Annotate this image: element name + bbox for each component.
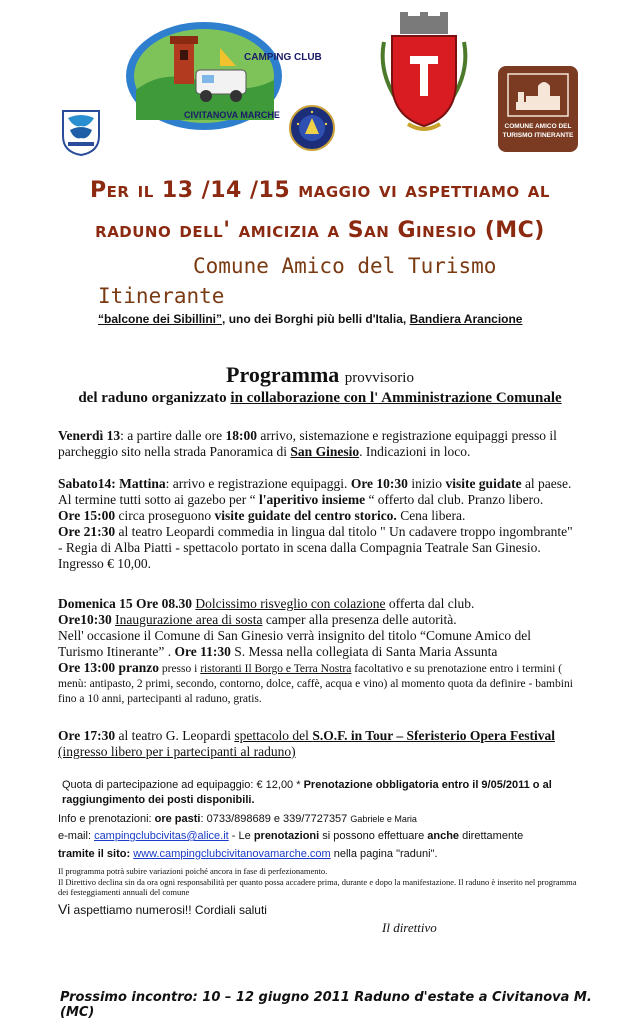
- email-link[interactable]: campingclubcivitas@alice.it: [94, 830, 229, 842]
- program-subtitle-b: in collaborazione con l' Amministrazione Comunale: [230, 390, 562, 406]
- saturday-line3: [58, 508, 578, 524]
- disclaimer-1: Il programma potrà subire variazioni poiché ancora in fase di perfezionamento.: [58, 866, 328, 876]
- quota-text: Quota di partecipazione ad equipaggio: € 12,00 *: [62, 779, 304, 791]
- sat-l3b: circa proseguono: [115, 508, 215, 523]
- program-title-small: provvisorio: [344, 370, 414, 386]
- friday-time: 18:00: [225, 428, 257, 443]
- saturday-line1: [58, 476, 578, 492]
- saturday-paragraph: [58, 476, 578, 572]
- info-phones: : 0733/898689 e 339/7727357: [200, 813, 351, 825]
- closing-line: [58, 902, 588, 918]
- sat-l4a: Ore 21:30: [58, 524, 116, 539]
- sat-l3a: Ore 15:00: [58, 508, 116, 523]
- program-subtitle-a: del raduno organizzato: [78, 390, 231, 406]
- comune-amico-badge: [498, 66, 578, 152]
- friday-day: Venerdì 13: [58, 428, 121, 443]
- headline-line1: Per il 13 /14 /15 maggio vi aspettiamo al: [90, 178, 550, 203]
- email-e4: si possono effettuare: [319, 830, 428, 842]
- email-e3: prenotazioni: [253, 830, 320, 842]
- club-text-top: CAMPING CLUB: [244, 52, 322, 63]
- sunday-paragraph: [58, 596, 578, 707]
- footer-next-meeting: Prossimo incontro: 10 – 12 giugno 2011 Raduno d'estate a Civitanova M.(MC): [60, 990, 592, 1020]
- info-ore-pasti: ore pasti: [154, 813, 201, 825]
- sun-l4a: Ore 13:00 pranzo: [58, 660, 159, 675]
- email-e5: anche: [427, 830, 460, 842]
- camping-club-logo: [124, 20, 322, 132]
- sun-l1b: Dolcissimo risveglio con colazione: [195, 596, 386, 611]
- info-names: Gabriele e Maria: [350, 814, 417, 824]
- coat-of-arms-icon: [378, 12, 470, 136]
- sat-l2b: l'aperitivo insieme: [258, 492, 366, 507]
- subtitle-bandiera: Bandiera Arancione: [409, 312, 523, 326]
- saturday-line2: [58, 492, 578, 508]
- badge-line2: TURISMO ITINERANTE: [502, 132, 574, 139]
- friday-place: San Ginesio: [290, 444, 360, 459]
- friday-text2: arrivo, sistemazione e registrazione equipaggi presso il parcheggio sito nella strada Panoramica di: [58, 428, 557, 459]
- email-e2: - Le: [228, 830, 254, 842]
- association-emblem-icon: [60, 108, 102, 156]
- email-e6: direttamente: [459, 830, 524, 842]
- saturday-line4: [58, 524, 578, 572]
- sun-l5c: spettacolo del: [234, 728, 313, 743]
- title-itinerante: Itinerante: [98, 284, 225, 308]
- sun-l3c: S. Messa nella collegiata di Santa Maria Assunta: [230, 644, 498, 659]
- logos-row: [0, 0, 640, 170]
- round-blue-emblem-icon: [288, 104, 336, 152]
- signature: Il direttivo: [382, 920, 437, 935]
- sun-l4b: presso i: [159, 663, 201, 675]
- friday-paragraph: [58, 428, 578, 460]
- site-line: [58, 847, 588, 862]
- closing-text: aspettiamo numerosi!! Cordiali saluti: [73, 903, 267, 917]
- sun-l1c: offerta dal club.: [385, 596, 475, 611]
- sun-l5d: S.O.F. in Tour – Sferisterio Opera Festival: [312, 728, 555, 743]
- subtitle-borghi: , uno dei Borghi più belli d'Italia: [222, 312, 403, 326]
- quota-paragraph: [58, 778, 592, 808]
- sunday-line4: [58, 660, 578, 707]
- sun-l3: Nell' occasione il Comune di San Ginesio verrà insignito del titolo “Comune Amico del Turismo Itinerante” .: [58, 628, 531, 659]
- program-title-main: Programma: [226, 362, 340, 387]
- sun-l5a: Ore 17:30: [58, 728, 116, 743]
- sun-l2b: Inaugurazione area di sosta: [115, 612, 263, 627]
- subtitle-line: “balcone dei Sibillini”, uno dei Borghi più belli d'Italia, Bandiera Arancione: [98, 312, 523, 326]
- sat-l1d: inizio: [407, 476, 446, 491]
- quota-deadline: Prenotazione obbligatoria entro il 9/05/2011 o al raggiungimento dei posti disponibili.: [62, 779, 552, 806]
- sat-l3d: Cena libera.: [396, 508, 466, 523]
- site-suffix: nella pagina "raduni".: [330, 848, 438, 860]
- sat-morning: Sabato14: Mattina: [58, 476, 166, 491]
- sunday-line3: [58, 628, 578, 660]
- sat-l1b: : arrivo e registrazione equipaggi.: [165, 476, 351, 491]
- sat-l2c: “ offerto dal club. Pranzo libero.: [365, 492, 544, 507]
- sat-l1c: Ore 10:30: [350, 476, 408, 491]
- site-label: tramite il sito:: [58, 848, 134, 860]
- subtitle-balcone: “balcone dei Sibillini”: [98, 312, 223, 326]
- sat-l1e: visite guidate: [445, 476, 522, 491]
- sun-l4c: ristoranti Il Borgo e Terra Nostra: [200, 663, 352, 675]
- email-label: e-mail:: [58, 830, 95, 842]
- program-title: [0, 362, 640, 388]
- sat-l3c: visite guidate del centro storico.: [214, 508, 397, 523]
- sun-l5e: (ingresso libero per i partecipanti al raduno): [58, 744, 296, 759]
- church-icon: [506, 72, 570, 118]
- sunday-line2: [58, 612, 578, 628]
- closing-vi: Vi: [58, 901, 71, 917]
- title-comune: Comune Amico del Turismo: [193, 254, 497, 278]
- sun-l2c: camper alla presenza delle autorità.: [262, 612, 457, 627]
- club-text-bottom: CIVITANOVA MARCHE: [184, 110, 280, 120]
- friday-text1: : a partire dalle ore: [120, 428, 226, 443]
- program-subtitle: [0, 390, 640, 407]
- info-label: Info e prenotazioni:: [58, 813, 155, 825]
- info-line: [58, 812, 588, 827]
- sat-l2a: Al termine tutti sotto ai gazebo per “: [58, 492, 259, 507]
- sunday-show: [58, 728, 578, 760]
- disclaimer-2: Il Direttivo declina sin da ora ogni responsabilità per quanto possa accadere prima, durante e dopo la manifestazione. Il raduno è inserito nel programma dei festeggiamenti annuali del comune: [58, 877, 577, 897]
- friday-text3: . Indicazioni in loco.: [359, 444, 471, 459]
- email-line: [58, 829, 588, 844]
- sun-l2a: Ore10:30: [58, 612, 116, 627]
- sat-l1f: al paese.: [521, 476, 572, 491]
- sun-l3b: Ore 11:30: [174, 644, 231, 659]
- sun-l4d: facoltativo e su prenotazione entro i termini ( menù: antipasto, 2 primi, secondo, contorno, dolce, caffè, acqua e vino) al momento quota da definire - bambini fino a 10 anni, partecipanti al raduno, gratis.: [58, 663, 573, 705]
- headline-line2: raduno dell' amicizia a San Ginesio (MC): [95, 218, 545, 243]
- sat-l4b: al teatro Leopardi commedia in lingua dal titolo " Un cadavere troppo ingombrante" - Regia di Alba Piatti - spettacolo portato in scena dalla Compagnia Teatrale San Ginesio. Ingresso € 10,00.: [58, 524, 573, 571]
- badge-line1: COMUNE AMICO DEL: [504, 123, 572, 130]
- sun-l1a: Domenica 15 Ore 08.30: [58, 596, 196, 611]
- sunday-line1: [58, 596, 578, 612]
- sun-l5b: al teatro G. Leopardi: [115, 728, 235, 743]
- site-link[interactable]: www.campingclubcivitanovamarche.com: [133, 848, 331, 860]
